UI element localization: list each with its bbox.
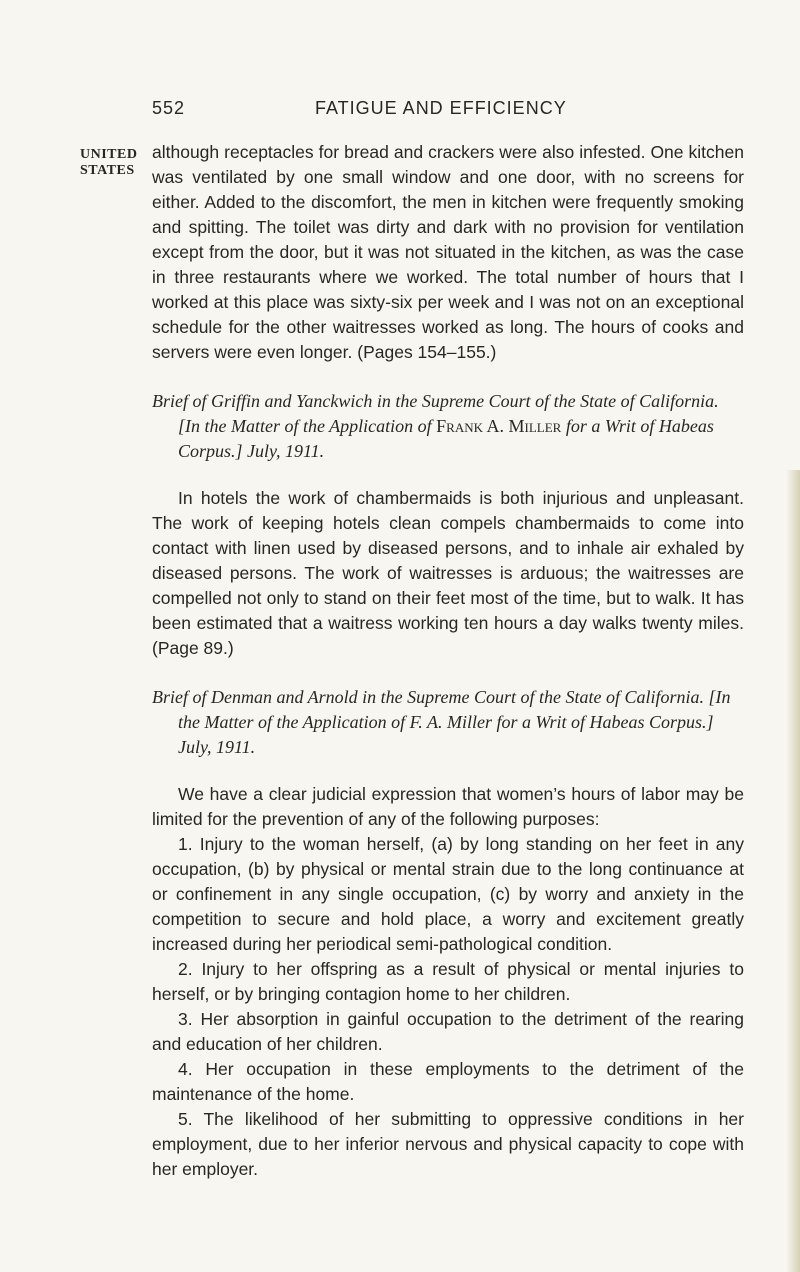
page-edge-shadow xyxy=(786,470,800,1272)
body-text xyxy=(152,140,744,1182)
margin-note xyxy=(80,147,150,179)
margin-note-line: UNITED xyxy=(80,147,138,162)
margin-note-line: STATES xyxy=(80,163,135,178)
paragraph: although receptacles for bread and crackers were also infested. One kitchen was ventilated by one small window and one door, with no screens for either. Added to the discomfort, the men in kitchen were frequently smoking and spitting. The toilet was dirty and dark with no provision for ventilation except from the door, but it was not situated in the kitchen, as was the case in three restaurants where we worked. The total number of hours that I worked at this place was sixty-six per week and I was not on an exceptional schedule for the other waitresses worked as long. The hours of cooks and servers were even longer. (Pages 154–155.) xyxy=(152,142,744,362)
list-item: 2. Injury to her offspring as a result of physical or mental injuries to herself, or by bringing contagion home to her children. xyxy=(152,959,744,1004)
brief-citation: Brief of Griffin and Yanckwich in the Supreme Court of the State of California. [In the Matter of the Application of Frank A. Miller for a Writ of Habeas Corpus.] July, 1911. xyxy=(152,391,719,461)
list-item: 1. Injury to the woman herself, (a) by long standing on her feet in any occupation, (b) by physical or mental strain due to the long continuance at or confinement in any single occupation, (c) by worry and anxiety in the competition to secure and hold place, a worry and excitement greatly increased during her periodical semi-pathological condition. xyxy=(152,834,744,954)
paragraph: In hotels the work of chambermaids is both injurious and unpleasant. The work of keeping hotels clean compels chambermaids to come into contact with linen used by diseased persons, and to inhale air exhaled by diseased persons. The work of waitresses is arduous; the waitresses are compelled not only to stand on their feet most of the time, but to walk. It has been estimated that a waitress working ten hours a day walks twenty miles. (Page 89.) xyxy=(152,488,744,658)
page-number: 552 xyxy=(152,98,186,118)
paragraph: We have a clear judicial expression that women’s hours of labor may be limited for the prevention of any of the following purposes: xyxy=(152,784,744,829)
brief-citation: Brief of Denman and Arnold in the Supreme Court of the State of California. [In the Matter of the Application of F. A. Miller for a Writ of Habeas Corpus.] July, 1911. xyxy=(152,687,731,757)
list-item: 3. Her absorption in gainful occupation to the detriment of the rearing and education of her children. xyxy=(152,1009,744,1054)
party-name: Frank A. Miller xyxy=(436,416,562,436)
running-title: FATIGUE AND EFFICIENCY xyxy=(315,98,567,118)
list-item: 4. Her occupation in these employments to the detriment of the maintenance of the home. xyxy=(152,1059,744,1104)
list-item: 5. The likelihood of her submitting to oppressive conditions in her employment, due to her inferior nervous and physical capacity to cope with her employer. xyxy=(152,1109,744,1179)
